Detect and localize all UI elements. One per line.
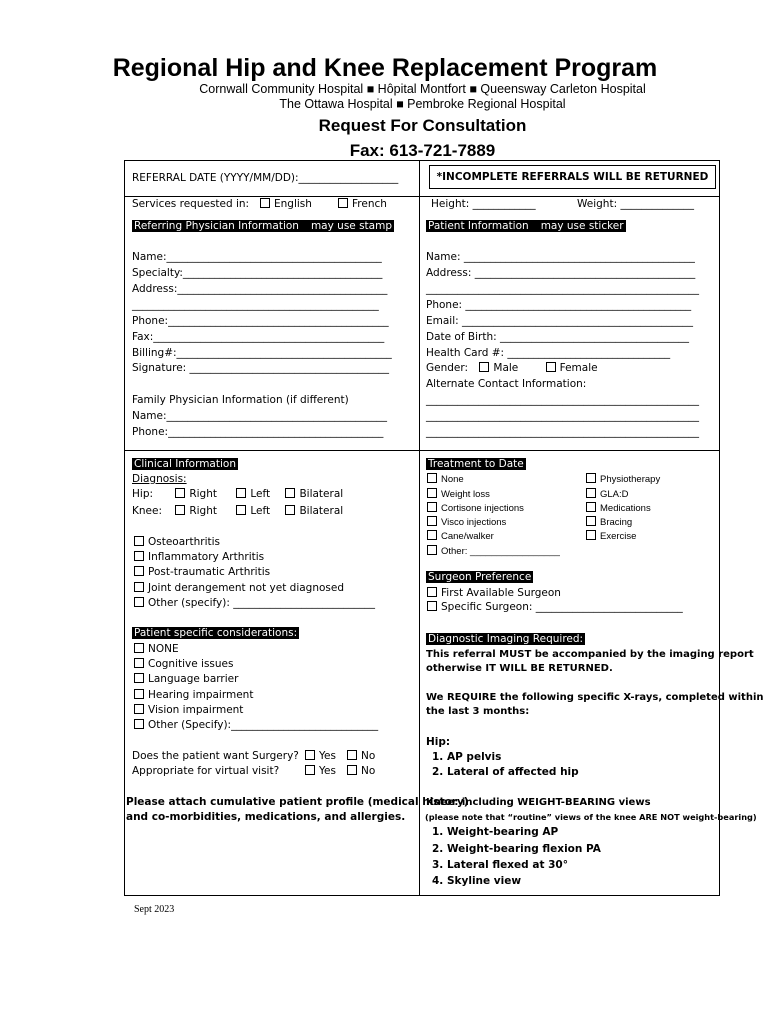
ref-phone-field[interactable]: Phone:__________________________________________ (132, 315, 389, 327)
referring-heading: Referring Physician Information may use stamp (134, 220, 393, 232)
patient-name-field[interactable]: Name: ____________________________________________ (426, 251, 695, 263)
hip-row: Hip: Right Left Bilateral (132, 488, 344, 500)
checkbox-icon[interactable] (427, 530, 437, 540)
weight-field[interactable]: Weight: ______________ (577, 198, 694, 210)
hip-xray-label: Hip: (426, 736, 451, 748)
alt-contact-label: Alternate Contact Information: (426, 378, 587, 390)
knee-xray-label: Knee: including WEIGHT-BEARING views (426, 797, 651, 808)
consideration-vision[interactable]: Vision impairment (134, 704, 243, 716)
surgery-no-option[interactable]: No (347, 750, 375, 762)
diagnosis-other[interactable]: Other (specify): ___________________________ (134, 597, 375, 609)
ref-specialty-field[interactable]: Specialty:______________________________________ (132, 267, 383, 279)
patient-phone-field[interactable]: Phone: ___________________________________________ (426, 299, 692, 311)
checkbox-icon[interactable] (586, 530, 596, 540)
treatment-cortisone[interactable]: Cortisone injections (427, 502, 524, 514)
consideration-none[interactable]: NONE (134, 643, 179, 655)
family-physician-heading: Family Physician Information (if different) (132, 394, 349, 406)
divider (124, 196, 720, 197)
surgery-yes-option[interactable]: Yes (305, 750, 336, 762)
checkbox-icon[interactable] (546, 362, 556, 372)
checkbox-icon[interactable] (134, 689, 144, 699)
diagnosis-inflammatory[interactable]: Inflammatory Arthritis (134, 551, 264, 563)
virtual-no-option[interactable]: No (347, 765, 375, 777)
checkbox-icon[interactable] (134, 551, 144, 561)
consideration-language[interactable]: Language barrier (134, 673, 238, 685)
checkbox-icon[interactable] (586, 502, 596, 512)
checkbox-icon[interactable] (175, 488, 185, 498)
knee-xray-note: (please note that “routine” views of the knee ARE NOT weight-bearing) (425, 812, 757, 822)
ref-fax-field[interactable]: Fax:____________________________________________ (132, 331, 385, 343)
knee-xray-item-3: 3. Lateral flexed at 30° (432, 859, 568, 871)
incomplete-warning: *INCOMPLETE REFERRALS WILL BE RETURNED (429, 165, 716, 189)
knee-left-option[interactable]: Left (236, 505, 270, 517)
virtual-visit-question: Appropriate for virtual visit? (132, 765, 280, 777)
checkbox-icon[interactable] (134, 673, 144, 683)
hip-bilateral-option[interactable]: Bilateral (285, 488, 343, 500)
checkbox-icon[interactable] (427, 488, 437, 498)
ref-address-field[interactable]: Address:________________________________________ (132, 283, 388, 295)
patient-heading: Patient Information may use sticker (428, 220, 624, 232)
treatment-cane-walker[interactable]: Cane/walker (427, 530, 494, 542)
checkbox-icon[interactable] (134, 643, 144, 653)
checkbox-icon[interactable] (236, 488, 246, 498)
patient-dob-field[interactable]: Date of Birth: ____________________________________ (426, 331, 689, 343)
checkbox-icon[interactable] (347, 765, 357, 775)
checkbox-icon[interactable] (586, 516, 596, 526)
patient-email-field[interactable]: Email: ____________________________________________ (426, 315, 694, 327)
clinical-heading: Clinical Information (134, 458, 236, 470)
checkbox-icon[interactable] (285, 505, 295, 515)
treatment-other[interactable]: Other: _________________ (427, 545, 560, 557)
checkbox-icon[interactable] (260, 198, 270, 208)
hip-left-option[interactable]: Left (236, 488, 270, 500)
treatment-physiotherapy[interactable]: Physiotherapy (586, 473, 660, 485)
surgeon-first-available[interactable]: First Available Surgeon (427, 587, 561, 599)
checkbox-icon[interactable] (586, 488, 596, 498)
male-option[interactable]: Male (479, 362, 518, 374)
checkbox-icon[interactable] (134, 536, 144, 546)
checkbox-icon[interactable] (479, 362, 489, 372)
ref-address-line-2[interactable]: _______________________________________________ (132, 299, 379, 311)
checkbox-icon[interactable] (427, 587, 437, 597)
form-title: Regional Hip and Knee Replacement Program (112, 54, 658, 82)
checkbox-icon[interactable] (427, 601, 437, 611)
checkbox-icon[interactable] (427, 516, 437, 526)
checkbox-icon[interactable] (134, 704, 144, 714)
knee-row: Knee: Right Left Bilateral (132, 505, 344, 517)
imaging-require-line-1: We REQUIRE the following specific X-rays, completed within (426, 692, 764, 703)
checkbox-icon[interactable] (134, 719, 144, 729)
checkbox-icon[interactable] (305, 750, 315, 760)
consideration-cognitive[interactable]: Cognitive issues (134, 658, 233, 670)
checkbox-icon[interactable] (134, 566, 144, 576)
hospitals-line-2: The Ottawa Hospital ■ Pembroke Regional Hospital (279, 97, 566, 111)
alt-contact-line-2[interactable]: ____________________________________________________ (426, 410, 699, 422)
diagnosis-osteoarthritis[interactable]: Osteoarthritis (134, 536, 220, 548)
services-label: Services requested in: (132, 198, 250, 210)
fax-number: Fax: 613-721-7889 (349, 141, 496, 160)
family-phone-field[interactable]: Phone:_________________________________________ (132, 426, 384, 438)
checkbox-icon[interactable] (305, 765, 315, 775)
treatment-medications[interactable]: Medications (586, 502, 651, 514)
imaging-must-line-2: otherwise IT WILL BE RETURNED. (426, 663, 613, 674)
alt-contact-line-1[interactable]: ____________________________________________________ (426, 394, 699, 406)
checkbox-icon[interactable] (134, 582, 144, 592)
checkbox-icon[interactable] (427, 502, 437, 512)
attach-note-line-1: Please attach cumulative patient profile (medical history) (126, 796, 469, 808)
ref-name-field[interactable]: Name:_________________________________________ (132, 251, 382, 263)
checkbox-icon[interactable] (338, 198, 348, 208)
virtual-yes-option[interactable]: Yes (305, 765, 336, 777)
english-option[interactable]: English (260, 198, 312, 210)
treatment-glad[interactable]: GLA:D (586, 488, 629, 500)
knee-right-option[interactable]: Right (175, 505, 217, 517)
knee-bilateral-option[interactable]: Bilateral (285, 505, 343, 517)
treatment-weight-loss[interactable]: Weight loss (427, 488, 490, 500)
request-heading: Request For Consultation (318, 116, 527, 135)
checkbox-icon[interactable] (427, 473, 437, 483)
referral-date-field[interactable]: REFERRAL DATE (YYYY/MM/DD):___________________ (132, 172, 399, 184)
height-field[interactable]: Height: ____________ (431, 198, 536, 210)
female-option[interactable]: Female (546, 362, 598, 374)
french-option[interactable]: French (338, 198, 387, 210)
patient-address-line-2[interactable]: ____________________________________________________ (426, 283, 699, 295)
hip-right-option[interactable]: Right (175, 488, 217, 500)
treatment-heading: Treatment to Date (428, 458, 524, 470)
column-divider (419, 160, 420, 896)
family-name-field[interactable]: Name:__________________________________________ (132, 410, 388, 422)
checkbox-icon[interactable] (285, 488, 295, 498)
attach-note-line-2: and co-morbidities, medications, and allergies. (126, 811, 406, 823)
treatment-bracing[interactable]: Bracing (586, 516, 632, 528)
surgeon-heading: Surgeon Preference (428, 571, 532, 583)
checkbox-icon[interactable] (586, 473, 596, 483)
consideration-other[interactable]: Other (Specify):____________________________ (134, 719, 378, 731)
considerations-heading: Patient specific considerations: (134, 627, 298, 639)
revision-date: Sept 2023 (134, 904, 175, 915)
hip-xray-item-2: 2. Lateral of affected hip (432, 766, 579, 778)
surgery-question: Does the patient want Surgery? (132, 750, 299, 762)
checkbox-icon[interactable] (427, 545, 437, 555)
consideration-hearing[interactable]: Hearing impairment (134, 689, 253, 701)
surgeon-specific[interactable]: Specific Surgeon: ____________________________ (427, 601, 683, 613)
imaging-require-line-2: the last 3 months: (426, 706, 530, 717)
imaging-heading: Diagnostic Imaging Required: (428, 633, 584, 645)
checkbox-icon[interactable] (347, 750, 357, 760)
ref-billing-field[interactable]: Billing#:_________________________________________ (132, 347, 392, 359)
treatment-visco[interactable]: Visco injections (427, 516, 506, 528)
knee-xray-item-1: 1. Weight-bearing AP (432, 826, 559, 838)
hip-xray-item-1: 1. AP pelvis (432, 751, 502, 763)
checkbox-icon[interactable] (175, 505, 185, 515)
treatment-none[interactable]: None (427, 473, 464, 485)
patient-address-field[interactable]: Address: __________________________________________ (426, 267, 696, 279)
patient-health-card-field[interactable]: Health Card #: _______________________________ (426, 347, 671, 359)
patient-gender-row: Gender: Male Female (426, 362, 598, 374)
diagnosis-label: Diagnosis: (132, 473, 187, 485)
divider (124, 450, 720, 451)
ref-signature-field[interactable]: Signature: ______________________________________ (132, 362, 390, 374)
knee-xray-item-4: 4. Skyline view (432, 875, 522, 887)
knee-xray-item-2: 2. Weight-bearing flexion PA (432, 843, 601, 855)
checkbox-icon[interactable] (134, 597, 144, 607)
hospitals-line-1: Cornwall Community Hospital ■ Hôpital Montfort ■ Queensway Carleton Hospital (199, 82, 646, 96)
imaging-must-line-1: This referral MUST be accompanied by the imaging report (426, 649, 754, 660)
checkbox-icon[interactable] (134, 658, 144, 668)
diagnosis-joint-derangement[interactable]: Joint derangement not yet diagnosed (134, 582, 344, 594)
checkbox-icon[interactable] (236, 505, 246, 515)
diagnosis-post-traumatic[interactable]: Post-traumatic Arthritis (134, 566, 270, 578)
treatment-exercise[interactable]: Exercise (586, 530, 636, 542)
alt-contact-line-3[interactable]: ____________________________________________________ (426, 426, 699, 438)
